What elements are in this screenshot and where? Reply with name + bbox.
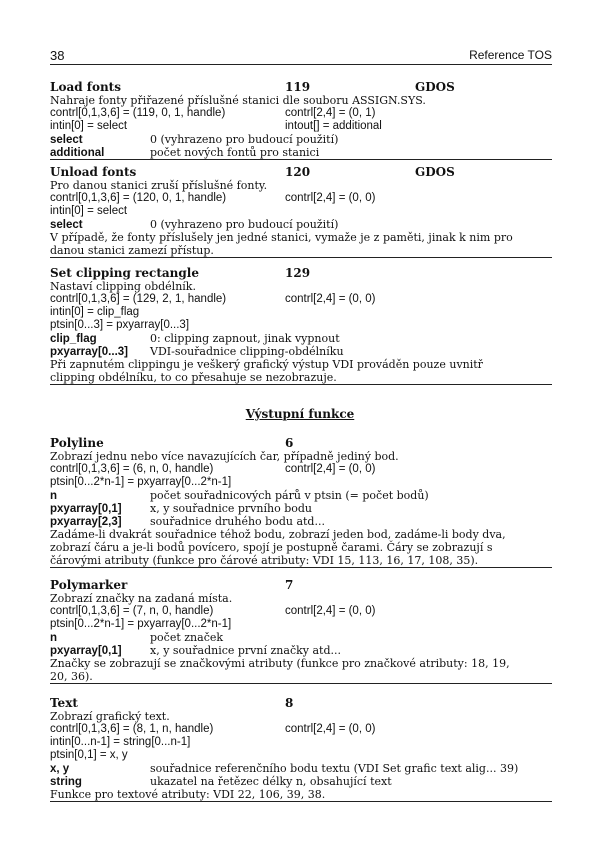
- function-description: Zobrazí značky na zadaná místa.: [50, 592, 233, 605]
- param-row: select 0 (vyhrazeno pro budoucí použití): [50, 218, 339, 231]
- note-line: Funkce pro textové atributy: VDI 22, 106, 39, 38.: [50, 788, 552, 802]
- ptsin-line: ptsin[0...2*n-1] = pxyarray[0...2*n-1]: [50, 476, 232, 488]
- unload-fonts-section: [50, 165, 552, 258]
- function-name: Load fonts: [50, 80, 121, 94]
- function-code: 120: [285, 165, 311, 179]
- function-name: Text: [50, 696, 78, 710]
- function-description: Pro danou stanici zruší příslušné fonty.: [50, 179, 268, 192]
- function-name: Set clipping rectangle: [50, 266, 199, 280]
- note-line: clipping obdélníku, to co přesahuje se nezobrazuje.: [50, 371, 552, 385]
- contrl-line: contrl[0,1,3,6] = (129, 2, 1, handle) contrl[2,4] = (0, 0): [50, 293, 376, 305]
- function-heading: [50, 436, 552, 450]
- param-row: n počet značek: [50, 631, 224, 644]
- contrl-line: contrl[0,1,3,6] = (119, 0, 1, handle) contrl[2,4] = (0, 1): [50, 107, 376, 119]
- contrl-line: contrl[0,1,3,6] = (6, n, 0, handle) contrl[2,4] = (0, 0): [50, 463, 376, 475]
- function-code: 8: [285, 696, 294, 710]
- function-code: 129: [285, 266, 311, 280]
- contrl-line: contrl[0,1,3,6] = (120, 0, 1, handle) contrl[2,4] = (0, 0): [50, 192, 376, 204]
- note-line: Při zapnutém clippingu je veškerý grafický výstup VDI prováděn pouze uvnitř: [50, 358, 483, 371]
- ptsin-line: ptsin[0,1] = x, y: [50, 749, 128, 761]
- note-line: Zadáme-li dvakrát souřadnice téhož bodu, zobrazí jeden bod, zadáme-li body dva,: [50, 528, 506, 541]
- function-name: Polyline: [50, 436, 104, 450]
- intin-line: intin[0...n-1] = string[0...n-1]: [50, 736, 191, 748]
- intin-line: intin[0] = select intout[] = additional: [50, 120, 382, 132]
- note-line: danou stanici zamezí přístup.: [50, 244, 552, 258]
- polyline-section: [50, 436, 552, 568]
- function-group: GDOS: [415, 165, 455, 179]
- section-title: Výstupní funkce: [245, 407, 355, 421]
- note-line: V případě, že fonty příslušely jen jedné stanici, vymaže je z paměti, jinak k nim pro: [50, 231, 513, 244]
- param-row: additional počet nových fontů pro stanici: [50, 146, 552, 160]
- function-description: Nahraje fonty přiřazené příslušné stanici dle souboru ASSIGN.SYS.: [50, 94, 426, 107]
- param-row: select 0 (vyhrazeno pro budoucí použití): [50, 133, 339, 146]
- intin-line: intin[0] = clip_flag: [50, 306, 140, 318]
- function-name: Polymarker: [50, 578, 128, 592]
- function-heading: [50, 266, 552, 280]
- param-row: clip_flag 0: clipping zapnout, jinak vypnout: [50, 332, 340, 345]
- function-description: Nastaví clipping obdélník.: [50, 280, 196, 293]
- ptsin-line: ptsin[0...3] = pxyarray[0...3]: [50, 319, 190, 331]
- function-heading: [50, 578, 552, 592]
- param-row: pxyarray[0,1] x, y souřadnice první značky atd...: [50, 644, 341, 657]
- text-section: [50, 696, 552, 802]
- function-code: 7: [285, 578, 294, 592]
- intin-line: intin[0] = select: [50, 205, 128, 217]
- param-row: pxyarray[0...3] VDI-souřadnice clipping-obdélníku: [50, 345, 344, 358]
- page-number: 38: [50, 48, 65, 63]
- function-code: 6: [285, 436, 294, 450]
- page-header: [50, 46, 552, 65]
- running-title: Reference TOS: [469, 48, 552, 62]
- contrl-line: contrl[0,1,3,6] = (8, 1, n, handle) contrl[2,4] = (0, 0): [50, 723, 376, 735]
- note-line: 20, 36).: [50, 670, 552, 684]
- param-row: x, y souřadnice referenčního bodu textu (VDI Set grafic text alig... 39): [50, 762, 519, 775]
- contrl-line: contrl[0,1,3,6] = (7, n, 0, handle) contrl[2,4] = (0, 0): [50, 605, 376, 617]
- function-heading: [50, 80, 552, 94]
- function-heading: [50, 696, 552, 710]
- param-row: string ukazatel na řetězec délky n, obsahující text: [50, 775, 392, 788]
- param-row: n počet souřadnicových párů v ptsin (= počet bodů): [50, 489, 429, 502]
- function-code: 119: [285, 80, 311, 94]
- note-line: čárovými atributy (funkce pro čárové atributy: VDI 15, 113, 16, 17, 108, 35).: [50, 554, 552, 568]
- ptsin-line: ptsin[0...2*n-1] = pxyarray[0...2*n-1]: [50, 618, 232, 630]
- param-row: pxyarray[0,1] x, y souřadnice prvního bodu: [50, 502, 312, 515]
- load-fonts-section: [50, 80, 552, 160]
- function-description: Zobrazí grafický text.: [50, 710, 170, 723]
- function-heading: [50, 165, 552, 179]
- param-row: pxyarray[2,3] souřadnice druhého bodu atd...: [50, 515, 325, 528]
- function-group: GDOS: [415, 80, 455, 94]
- function-description: Zobrazí jednu nebo více navazujících čar, případně jediný bod.: [50, 450, 399, 463]
- note-line: Značky se zobrazují se značkovými atributy (funkce pro značkové atributy: 18, 19,: [50, 657, 510, 670]
- function-name: Unload fonts: [50, 165, 137, 179]
- polymarker-section: [50, 578, 552, 684]
- set-clipping-section: [50, 266, 552, 385]
- note-line: zobrazí čáru a je-li bodů povícero, spojí je postupně čarami. Čáry se zobrazují s: [50, 541, 493, 554]
